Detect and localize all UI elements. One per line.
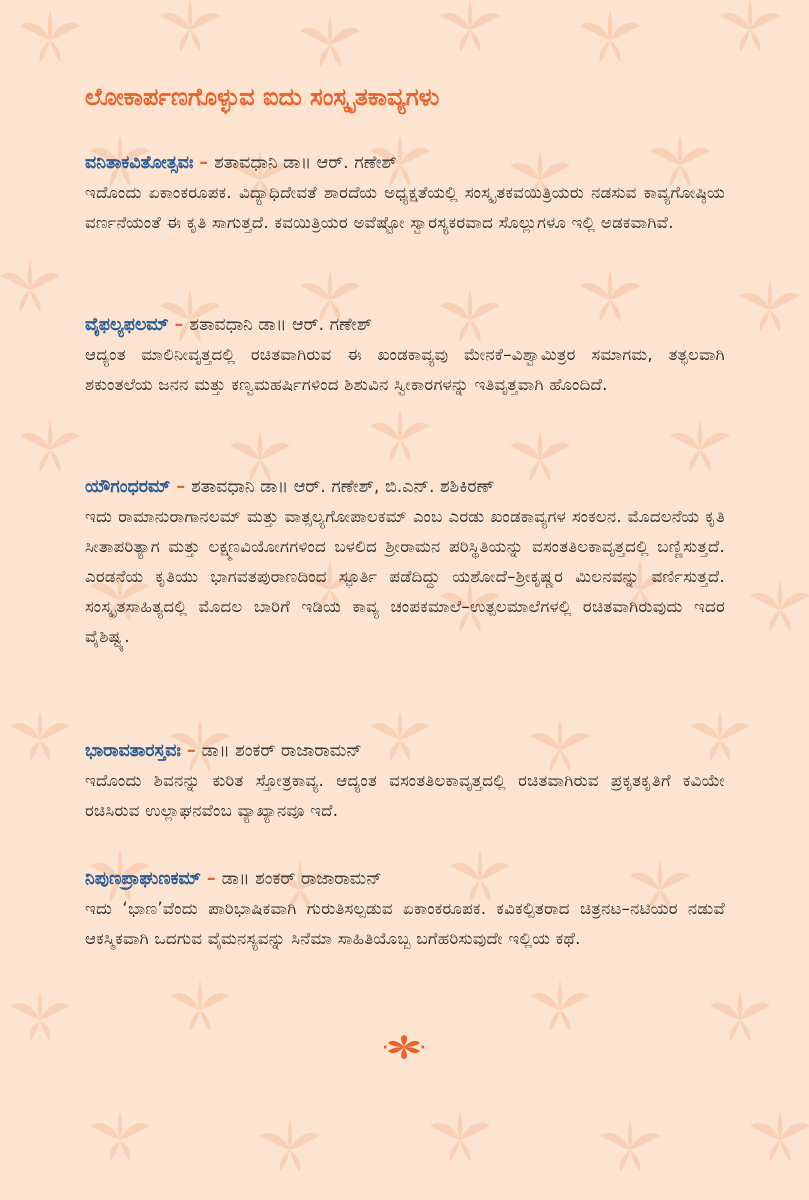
work-description: ಇದು ರಾಮಾನುರಾಗಾನಲಮ್ ಮತ್ತು ವಾತ್ಸಲ್ಯಗೋಪಾಲಕಮ್ ಎಂಬ ಎರಡು ಖಂಡಕಾವ್ಯಗಳ ಸಂಕಲನ. ಮೊದಲನೆಯ ಕೃತಿ ಸೀತಾಪರಿತ್ಯಾಗ ಮತ್ತು ಲಕ್ಷ್ಮಣವಿಯೋಗಗಳಿಂದ ಬಳಲಿದ ಶ್ರೀರಾಮನ ಪರಿಸ್ಥಿತಿಯನ್ನು ವಸಂತತಿಲಕಾವೃತ್ತದಲ್ಲಿ ಬಣ್ಣಿಸುತ್ತದೆ. ಎರಡನೆಯ ಕೃತಿಯು ಭಾಗವತಪುರಾಣದಿಂದ ಸ್ಫೂರ್ತಿ ಪಡೆದಿದ್ದು ಯಶೋದೆ–ಶ್ರೀಕೃಷ್ಣರ ಮಿಲನವನ್ನು ವರ್ಣಿಸುತ್ತದೆ. ಸಂಸ್ಕೃತಸಾಹಿತ್ಯದಲ್ಲಿ ಮೊದಲ ಬಾರಿಗೆ ಇಡಿಯ ಕಾವ್ಯ ಚಂಪಕಮಾಲೆ–ಉತ್ಪಲಮಾಲೆಗಳಲ್ಲಿ ರಚಿತವಾಗಿರುವುದು ಇದರ ವೈಶಿಷ್ಟ್ಯ. xyxy=(85,507,725,646)
work-entry xyxy=(85,472,725,652)
work-description: ಇದು ‘ಭಾಣ’ವೆಂದು ಪಾರಿಭಾಷಿಕವಾಗಿ ಗುರುತಿಸಲ್ಪಡುವ ಏಕಾಂಕರೂಪಕ. ಕವಿಕಲ್ಪಿತರಾದ ಚಿತ್ರನಟ–ನಟಿಯರ ನಡುವೆ ಆಕಸ್ಮಿಕವಾಗಿ ಒದಗುವ ವೈಮನಸ್ಯವನ್ನು ಸಿನೆಮಾ ಸಾಹಿತಿಯೊಬ್ಬ ಬಗೆಹರಿಸುವುದೇ ಇಲ್ಲಿಯ ಕಥೆ. xyxy=(85,899,725,948)
work-title-line xyxy=(85,864,725,894)
work-description: ಇದೊಂದು ಶಿವನನ್ನು ಕುರಿತ ಸ್ತೋತ್ರಕಾವ್ಯ. ಆದ್ಯಂತ ವಸಂತತಿಲಕಾವೃತ್ತದಲ್ಲಿ ರಚಿತವಾಗಿರುವ ಪ್ರಕೃತಕೃತಿಗೆ ಕವಿಯೇ ರಚಿಸಿರುವ ಉಲ್ಲಾಘನವೆಂಬ ವ್ಯಾಖ್ಯಾನವೂ ಇದೆ. xyxy=(85,771,725,820)
work-entry xyxy=(85,864,725,954)
title-separator: – xyxy=(206,869,216,889)
work-author: ಡಾ॥ ಶಂಕರ್ ರಾಜಾರಾಮನ್ xyxy=(201,741,362,761)
work-author: ಶತಾವಧಾನಿ ಡಾ॥ ಆರ್. ಗಣೇಶ್, ಬಿ.ಎನ್. ಶಶಿಕಿರಣ್ xyxy=(191,477,495,497)
work-entry xyxy=(85,310,725,400)
title-separator: – xyxy=(186,741,196,761)
work-entry xyxy=(85,736,725,826)
work-description: ಇದೊಂದು ಏಕಾಂಕರೂಪಕ. ವಿದ್ಯಾಧಿದೇವತೆ ಶಾರದೆಯ ಅಧ್ಯಕ್ಷತೆಯಲ್ಲಿ ಸಂಸ್ಕೃತಕವಯಿತ್ರಿಯರು ನಡಸುವ ಕಾವ್ಯಗೋಷ್ಠಿಯ ವರ್ಣನೆಯಂತೆ ಈ ಕೃತಿ ಸಾಗುತ್ತದೆ. ಕವಯಿತ್ರಿಯರ ಅವೆಷ್ಟೋ ಸ್ವಾರಸ್ಯಕರವಾದ ಸೊಲ್ಲುಗಳೂ ಇಲ್ಲಿ ಅಡಕವಾಗಿವೆ. xyxy=(85,183,725,232)
work-title: ಯೌಗಂಧರಮ್ xyxy=(85,477,171,497)
work-author: ಶತಾವಧಾನಿ ಡಾ॥ ಆರ್. ಗಣೇಶ್ xyxy=(189,315,373,335)
work-title: ನಿಪುಣಪ್ರಾಘುಣಕಮ್ xyxy=(85,869,201,889)
work-author: ಶತಾವಧಾನಿ ಡಾ॥ ಆರ್. ಗಣೇಶ್ xyxy=(214,153,397,173)
work-title-line xyxy=(85,472,725,502)
page-title: ಲೋಕಾರ್ಪಣಗೊಳ್ಳುವ ಐದು ಸಂಸ್ಕೃತಕಾವ್ಯಗಳು xyxy=(85,83,440,111)
work-author: ಡಾ॥ ಶಂಕರ್ ರಾಜಾರಾಮನ್ xyxy=(221,869,382,889)
work-title: ವನಿತಾಕವಿತೋತ್ಸವಃ xyxy=(85,153,194,173)
floral-ornament-icon xyxy=(384,1035,424,1059)
title-separator: – xyxy=(199,153,209,173)
work-title-line xyxy=(85,736,725,766)
work-title-line xyxy=(85,310,725,340)
work-entry xyxy=(85,148,725,238)
work-title: ವೈಫಲ್ಯಫಲಮ್ xyxy=(85,315,169,335)
work-title-line xyxy=(85,148,725,178)
title-separator: – xyxy=(176,477,186,497)
work-title: ಭಾರಾವತಾರಸ್ತವಃ xyxy=(85,741,181,761)
work-description: ಆದ್ಯಂತ ಮಾಲಿನೀವೃತ್ತದಲ್ಲಿ ರಚಿತವಾಗಿರುವ ಈ ಖಂಡಕಾವ್ಯವು ಮೇನಕೆ–ವಿಶ್ವಾಮಿತ್ರರ ಸಮಾಗಮ, ತತ್ಫಲವಾಗಿ ಶಕುಂತಲೆಯ ಜನನ ಮತ್ತು ಕಣ್ವಮಹರ್ಷಿಗಳಿಂದ ಶಿಶುವಿನ ಸ್ವೀಕಾರಗಳನ್ನು ಇತಿವೃತ್ತವಾಗಿ ಹೊಂದಿದೆ. xyxy=(85,345,725,394)
title-separator: – xyxy=(174,315,184,335)
